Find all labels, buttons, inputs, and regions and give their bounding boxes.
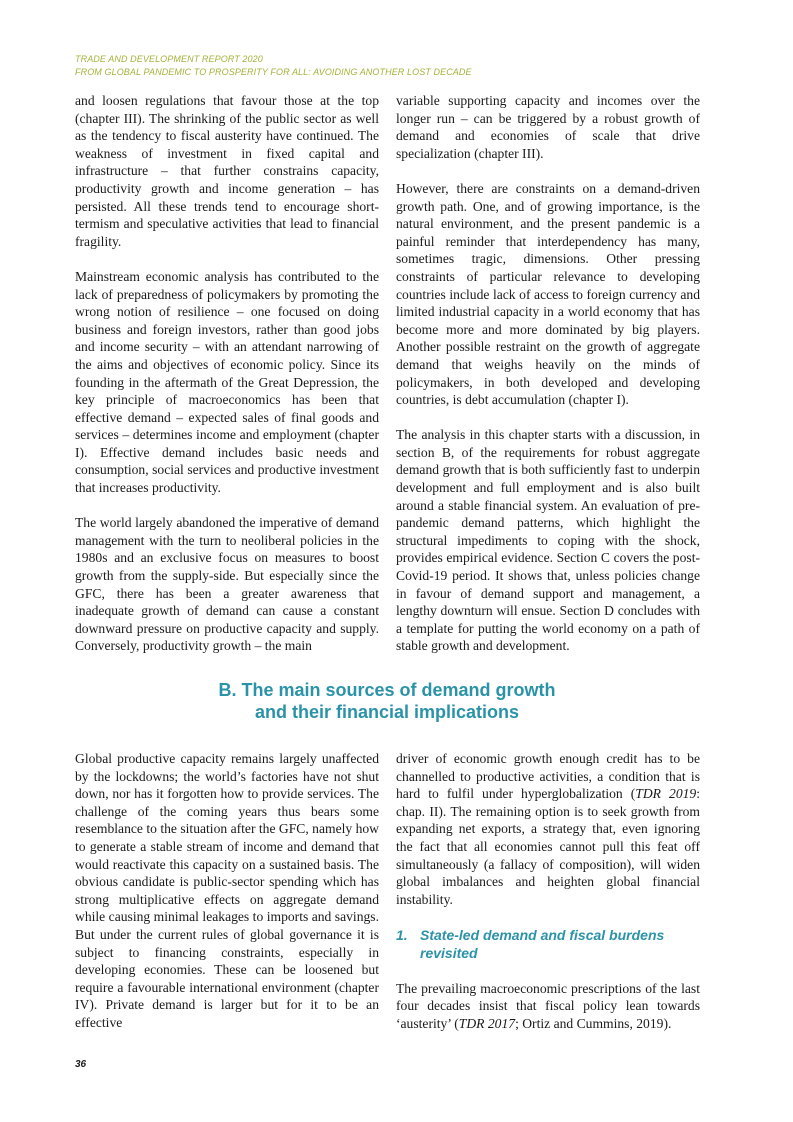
paragraph: However, there are constraints on a demand-driven growth path. One, and of growing importance, is the natural environment, and the present pandemic is a painful reminder that interdependency has many, sometimes tragic, dimensions. Other pressing constraints of particular relevance to developing countries include lack of access to foreign currency and limited industrial capacity in a world economy that has become more and more dominated by big players. Another possible restraint on the growth of aggregate demand that weighs heavily on the minds of policymakers, in both developed and developing countries, is debt accumulation (chapter I). xyxy=(396,180,700,408)
section-heading-line: B. The main sources of demand growth xyxy=(218,680,556,700)
subsection-title: State-led demand and fiscal burdens revisited xyxy=(420,926,665,961)
top-left-column xyxy=(75,92,379,655)
report-subtitle: FROM GLOBAL PANDEMIC TO PROSPERITY FOR ALL: AVOIDING ANOTHER LOST DECADE xyxy=(75,67,472,77)
top-right-column xyxy=(396,92,700,655)
text-run: : chap. II). The remaining option is to seek growth from expanding net exports, a strategy that, even ignoring the fact that all economies cannot pull this feat off simultaneously (a fallacy of composition), will widen global imbalances and heighten global financial instability. xyxy=(396,786,700,907)
citation: TDR 2019 xyxy=(635,786,697,802)
paragraph xyxy=(396,980,700,1033)
text-run: ; Ortiz and Cummins, 2019). xyxy=(515,1015,672,1031)
section-b-heading xyxy=(75,679,699,723)
subsection-heading xyxy=(396,926,700,962)
report-title: TRADE AND DEVELOPMENT REPORT 2020 xyxy=(75,54,263,64)
section-heading-line: and their financial implications xyxy=(254,702,520,722)
paragraph: Mainstream economic analysis has contributed to the lack of preparedness of policymakers by promoting the wrong notion of resilience – one focused on doing business and foreign investors, rather than good jobs and income security – with an attendant narrowing of the aims and objectives of economic policy. Since its founding in the aftermath of the Great Depression, the key principle of macroeconomics has been that effective demand – expected sales of final goods and services – determines income and employment (chapter I). Effective demand includes basic needs and consumption, social services and productive investment that increases productivity. xyxy=(75,268,379,496)
text-run: The prevailing macroeconomic prescriptions of the last four decades insist that fiscal policy lean towards ‘austerity’ ( xyxy=(396,980,700,1031)
paragraph: Global productive capacity remains largely unaffected by the lockdowns; the world’s factories have not shut down, nor has it forgotten how to provide services. The challenge of the coming years thus bears some resemblance to the situation after the GFC, namely how to generate a stable stream of income and demand that would reactivate this capacity on a sustained basis. The obvious candidate is public-sector spending which has strong multiplicative effects on aggregate demand while causing minimal leakages to imports and savings. But under the current rules of global governance it is subject to financing constraints, especially in developing economies. These can be loosened but require a favourable international environment (chapter IV). Private demand is larger but for it to be an effective xyxy=(75,751,379,1030)
paragraph xyxy=(396,750,700,908)
page-number: 36 xyxy=(75,1059,87,1070)
paragraph: The world largely abandoned the imperative of demand management with the turn to neoliberal policies in the 1980s and an exclusive focus on measures to boost growth from the supply-side. But especially since the GFC, there has been a greater awareness that inadequate growth of demand can cause a constant downward pressure on productive capacity and supply. Conversely, productivity growth – the main xyxy=(75,515,379,654)
paragraph: and loosen regulations that favour those at the top (chapter III). The shrinking of the public sector as well as the tendency to fiscal austerity have continued. The weakness of investment in fixed capital and infrastructure – that further constrains capacity, productivity growth and income generation – has persisted. All these trends tend to encourage short-termism and speculative activities that lead to financial fragility. xyxy=(75,93,379,249)
text-run: driver of economic growth enough credit has to be channelled to productive activities, a condition that is hard to fulfil under hyperglobalization ( xyxy=(396,751,700,802)
paragraph: variable supporting capacity and incomes over the longer run – can be triggered by a robust growth of demand and economies of scale that drive specialization (chapter III). xyxy=(396,93,700,161)
citation: TDR 2017 xyxy=(458,1015,516,1031)
bottom-right-column xyxy=(396,750,700,1032)
subsection-number: 1. xyxy=(396,926,408,943)
running-header xyxy=(75,53,715,79)
paragraph: The analysis in this chapter starts with a discussion, in section B, of the requirements for robust aggregate demand growth that is both sufficiently fast to underpin development and full employment and is also built around a stable financial system. An evaluation of pre-pandemic demand patterns, which highlight the structural impediments to coping with the shock, provides empirical evidence. Section C covers the post-Covid-19 period. It shows that, unless policies change in favour of demand support and management, a lengthy downturn will ensue. Section D concludes with a template for putting the world economy on a path of stable growth and development. xyxy=(396,427,700,654)
bottom-left-column xyxy=(75,750,379,1032)
